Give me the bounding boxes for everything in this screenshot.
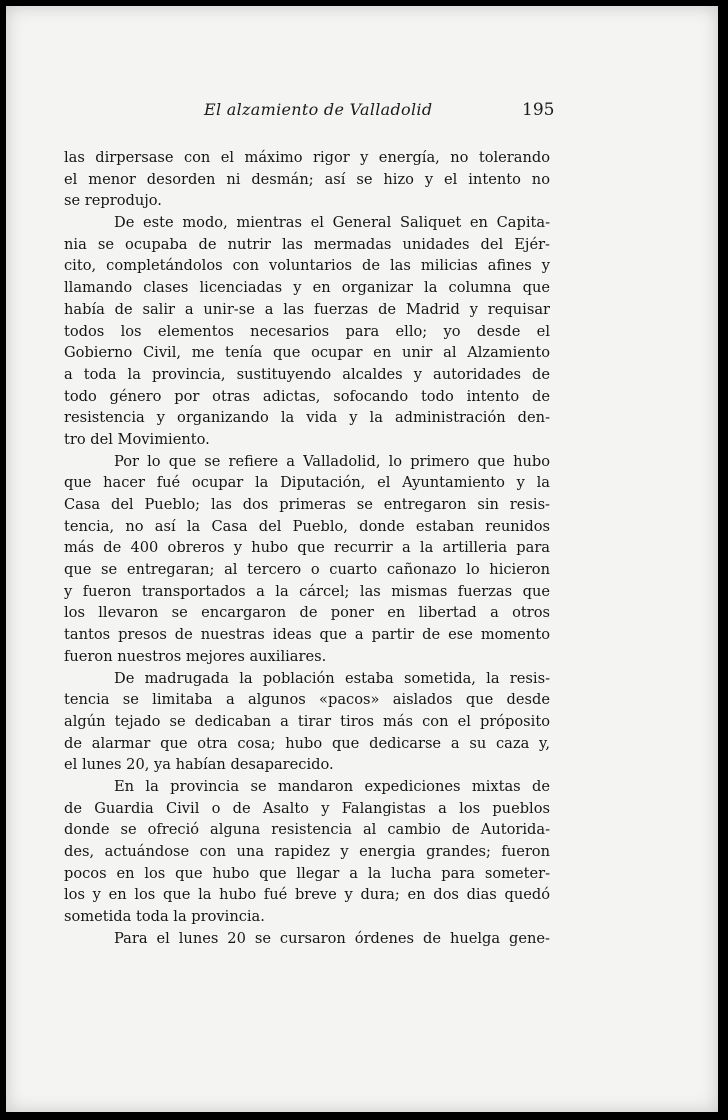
text-line: cito, completándolos con voluntarios de las milicias afines y (64, 257, 550, 275)
text-line: de alarmar que otra cosa; hubo que dedicarse a su caza y, (64, 734, 550, 752)
paragraph (64, 212, 550, 451)
text-line: algún tejado se dedicaban a tirar tiros más con el próposito (64, 712, 550, 730)
book-page (6, 6, 718, 1112)
text-line: pocos en los que hubo que llegar a la lucha para someter- (64, 864, 550, 882)
text-line: más de 400 obreros y hubo que recurrir a la artilleria para (64, 539, 550, 557)
text-line: todos los elementos necesarios para ello; yo desde el (64, 322, 550, 340)
page-header (6, 100, 718, 124)
text-line: las dirpersase con el máximo rigor y energía, no tolerando (64, 149, 550, 166)
text-line: se reprodujo. (64, 192, 162, 210)
text-line: Para el lunes 20 se cursaron órdenes de huelga gene- (114, 929, 550, 947)
text-line: llamando clases licenciadas y en organizar la columna que (64, 279, 550, 297)
text-line: De este modo, mientras el General Saliquet en Capita- (114, 214, 550, 232)
text-line: En la provincia se mandaron expediciones mixtas de (114, 777, 550, 795)
text-line: el menor desorden ni desmán; así se hizo y el intento no (64, 170, 550, 188)
text-line: a toda la provincia, sustituyendo alcaldes y autoridades de (64, 365, 550, 383)
text-line: los y en los que la hubo fué breve y dura; en dos dias quedó (64, 886, 550, 904)
text-line: fueron nuestros mejores auxiliares. (64, 647, 327, 665)
text-line: des, actuándose con una rapidez y energia grandes; fueron (64, 843, 550, 860)
text-line: y fueron transportados a la cárcel; las mismas fuerzas que (64, 582, 550, 600)
text-line: De madrugada la población estaba sometida, la resis- (114, 669, 550, 687)
text-line: sometida toda la provincia. (64, 908, 265, 926)
text-line: resistencia y organizando la vida y la administración den- (64, 409, 550, 427)
text-line: tencia se limitaba a algunos «pacos» aislados que desde (64, 691, 550, 709)
text-line: que se entregaran; al tercero o cuarto cañonazo lo hicieron (64, 561, 550, 579)
paragraph (64, 451, 550, 668)
text-line: los llevaron se encargaron de poner en libertad a otros (64, 604, 550, 622)
paragraph (64, 668, 550, 776)
text-line: de Guardia Civil o de Asalto y Falangistas a los pueblos (64, 799, 550, 817)
text-line: tantos presos de nuestras ideas que a partir de ese momento (64, 626, 550, 644)
page-number: 195 (522, 100, 555, 120)
paragraph (64, 147, 550, 212)
text-line: donde se ofreció alguna resistencia al cambio de Autorida- (64, 821, 550, 839)
text-line: Por lo que se refiere a Valladolid, lo primero que hubo (114, 452, 550, 470)
text-line: nia se ocupaba de nutrir las mermadas unidades del Ejér- (64, 235, 550, 253)
paragraph (64, 776, 550, 928)
text-line: tencia, no así la Casa del Pueblo, donde estaban reunidos (64, 517, 550, 535)
text-line: tro del Movimiento. (64, 430, 210, 448)
running-title: El alzamiento de Valladolid (204, 100, 433, 119)
text-line: todo género por otras adictas, sofocando todo intento de (64, 387, 550, 405)
text-line: Gobierno Civil, me tenía que ocupar en unir al Alzamiento (64, 344, 550, 362)
body-text (64, 147, 550, 949)
text-line: había de salir a unir-se a las fuerzas de Madrid y requisar (64, 300, 550, 318)
text-line: que hacer fué ocupar la Diputación, el Ayuntamiento y la (64, 474, 550, 492)
text-line: el lunes 20, ya habían desaparecido. (64, 756, 334, 774)
paragraph (64, 928, 550, 950)
text-line: Casa del Pueblo; las dos primeras se entregaron sin resis- (64, 496, 550, 513)
